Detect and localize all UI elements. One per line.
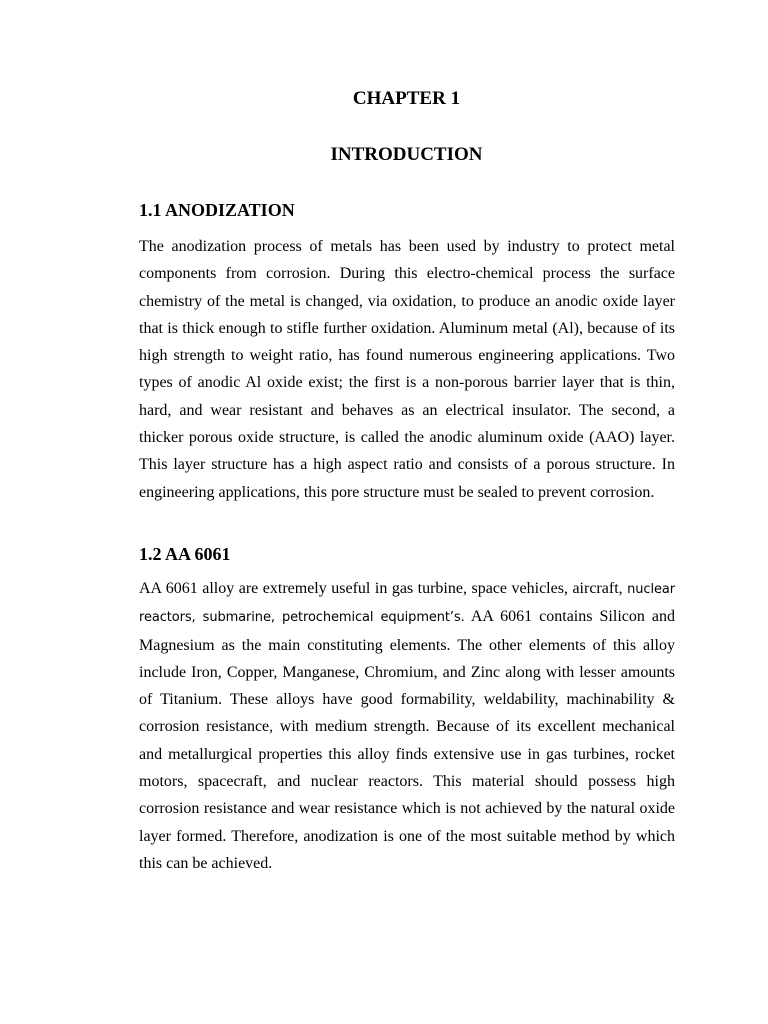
section-heading-anodization: 1.1 ANODIZATION bbox=[139, 200, 295, 220]
chapter-title: INTRODUCTION bbox=[330, 144, 483, 165]
section-paragraph-aa6061 bbox=[139, 575, 675, 877]
paragraph-segment-start: AA 6061 alloy are extremely useful in gas turbine, space vehicles, aircraft, bbox=[139, 580, 623, 597]
paragraph-segment-rest: AA 6061 contains Silicon and Magnesium as the main constituting elements. The other elements of this alloy include Iron, Copper, Manganese, Chromium, and Zinc along with lesser amounts of Titanium. These alloys have good formability, weldability, machinability & corrosion resistance, with medium strength. Because of its excellent mechanical and metallurgical properties this alloy finds extensive use in gas turbines, rocket motors, spacecraft, and nuclear reactors. This material should possess high corrosion resistance and wear resistance which is not achieved by the natural oxide layer formed. Therefore, anodization is one of the most suitable method by which this can be achieved. bbox=[139, 608, 676, 872]
section-paragraph-anodization: The anodization process of metals has been used by industry to protect metal components from corrosion. During this electro-chemical process the surface chemistry of the metal is changed, via oxidation, to produce an anodic oxide layer that is thick enough to stifle further oxidation. Aluminum metal (Al), because of its high strength to weight ratio, has found numerous engineering applications. Two types of anodic Al oxide exist; the first is a non-porous barrier layer that is thin, hard, and wear resistant and behaves as an electrical insulator. The second, a thicker porous oxide structure, is called the anodic aluminum oxide (AAO) layer. This layer structure has a high aspect ratio and consists of a porous structure. In engineering applications, this pore structure must be sealed to prevent corrosion. bbox=[139, 238, 675, 501]
paragraph-segment-alt-font: nuclear reactors, submarine, petrochemical equipment’s. bbox=[139, 582, 676, 626]
chapter-label: CHAPTER 1 bbox=[352, 88, 461, 109]
section-heading-aa6061: 1.2 AA 6061 bbox=[139, 544, 231, 564]
